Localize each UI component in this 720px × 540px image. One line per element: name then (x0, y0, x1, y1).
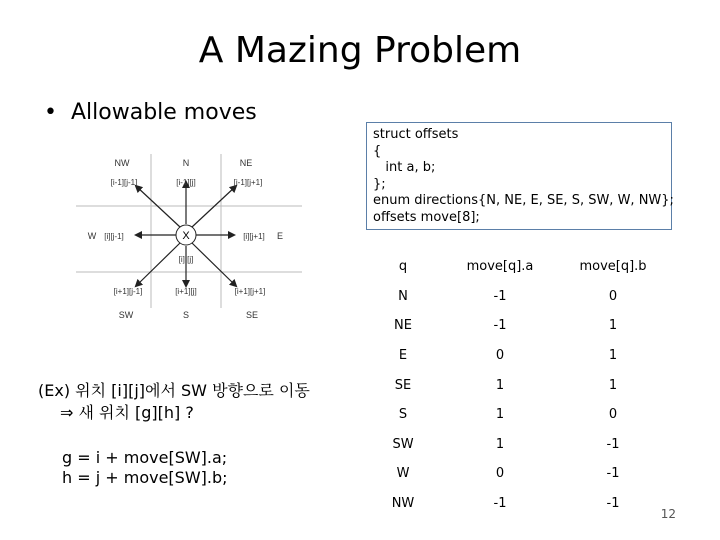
moves-diagram (76, 148, 302, 326)
page-title: A Mazing Problem (198, 30, 522, 71)
page-number: 12 (660, 507, 676, 521)
arrow-se (192, 243, 236, 286)
code-line: int a, b; (373, 160, 436, 175)
formula-line: g = i + move[SW].a; (62, 448, 228, 467)
direction-label-sw: SW (118, 310, 134, 320)
table-header: move[q].a (466, 259, 534, 275)
table-header-row (366, 252, 666, 282)
example-line: ⇒ 새 위치 [g][h] ? (60, 403, 194, 422)
table-cell: SW (392, 436, 414, 452)
direction-label-w: W (87, 231, 97, 241)
table-cell: W (396, 466, 410, 482)
table-cell: N (398, 288, 408, 304)
code-box (366, 122, 672, 230)
direction-label-s: S (182, 310, 190, 320)
table-cell: -1 (606, 436, 620, 452)
table-cell: SE (394, 377, 412, 393)
cell-label-ne: [i-1][j+1] (233, 178, 263, 187)
table-cell: 0 (495, 466, 505, 482)
table-row (366, 459, 666, 489)
table-cell: 1 (495, 436, 505, 452)
table-cell: 0 (495, 348, 505, 364)
table-row (366, 311, 666, 341)
table-cell: S (398, 407, 408, 423)
code-line: }; (373, 176, 386, 192)
formula-line: h = j + move[SW].b; (62, 468, 228, 487)
direction-label-ne: NE (239, 158, 253, 168)
table-row (366, 341, 666, 371)
table-cell: 1 (608, 348, 618, 364)
table-cell: -1 (606, 496, 620, 512)
code-line: offsets move[8]; (373, 209, 480, 225)
table-cell: -1 (493, 496, 507, 512)
cell-label-nw: [i-1][j-1] (110, 178, 138, 187)
arrow-sw (136, 243, 180, 286)
bullet-allowable-moves (44, 100, 257, 125)
table-header: q (398, 259, 408, 275)
code-line: { (373, 143, 382, 159)
table-row (366, 400, 666, 430)
code-line: struct offsets (373, 127, 459, 142)
table-cell: 1 (495, 377, 505, 393)
direction-label-n: N (182, 158, 190, 168)
move-offsets-table (366, 252, 666, 518)
table-cell: 0 (608, 407, 618, 423)
cell-label-e: [i][j+1] (243, 232, 265, 241)
cell-label-center: [i] [j] (178, 255, 194, 264)
table-cell: 0 (608, 288, 618, 304)
table-cell: -1 (493, 318, 507, 334)
table-cell: NE (394, 318, 412, 334)
cell-label-s: [i+1][j] (175, 287, 197, 296)
table-cell: 1 (608, 318, 618, 334)
cell-label-n: [i-1][j] (176, 178, 196, 187)
bullet-text: Allowable moves (70, 100, 257, 125)
table-row (366, 282, 666, 312)
table-cell: NW (391, 496, 415, 512)
table-row (366, 430, 666, 460)
cell-label-w: [i][j-1] (104, 232, 124, 241)
formula-block (62, 448, 228, 488)
table-cell: -1 (493, 288, 507, 304)
table-cell: -1 (606, 466, 620, 482)
table-header: move[q].b (579, 259, 647, 275)
direction-label-e: E (276, 231, 284, 241)
center-label: X (182, 230, 190, 242)
cell-label-se: [i+1][j+1] (234, 287, 266, 296)
cell-label-sw: [i+1][j-1] (113, 287, 143, 296)
table-cell: E (398, 348, 408, 364)
table-row (366, 370, 666, 400)
bullet-marker: • (44, 100, 57, 125)
table-row (366, 489, 666, 519)
code-line: enum directions{N, NE, E, SE, S, SW, W, NW}; (373, 193, 674, 208)
example-line: (Ex) 위치 [i][j]에서 SW 방향으로 이동 (38, 381, 310, 400)
table-cell: 1 (608, 377, 618, 393)
direction-label-se: SE (245, 310, 259, 320)
table-cell: 1 (495, 407, 505, 423)
example-text (38, 380, 310, 424)
direction-label-nw: NW (114, 158, 130, 168)
